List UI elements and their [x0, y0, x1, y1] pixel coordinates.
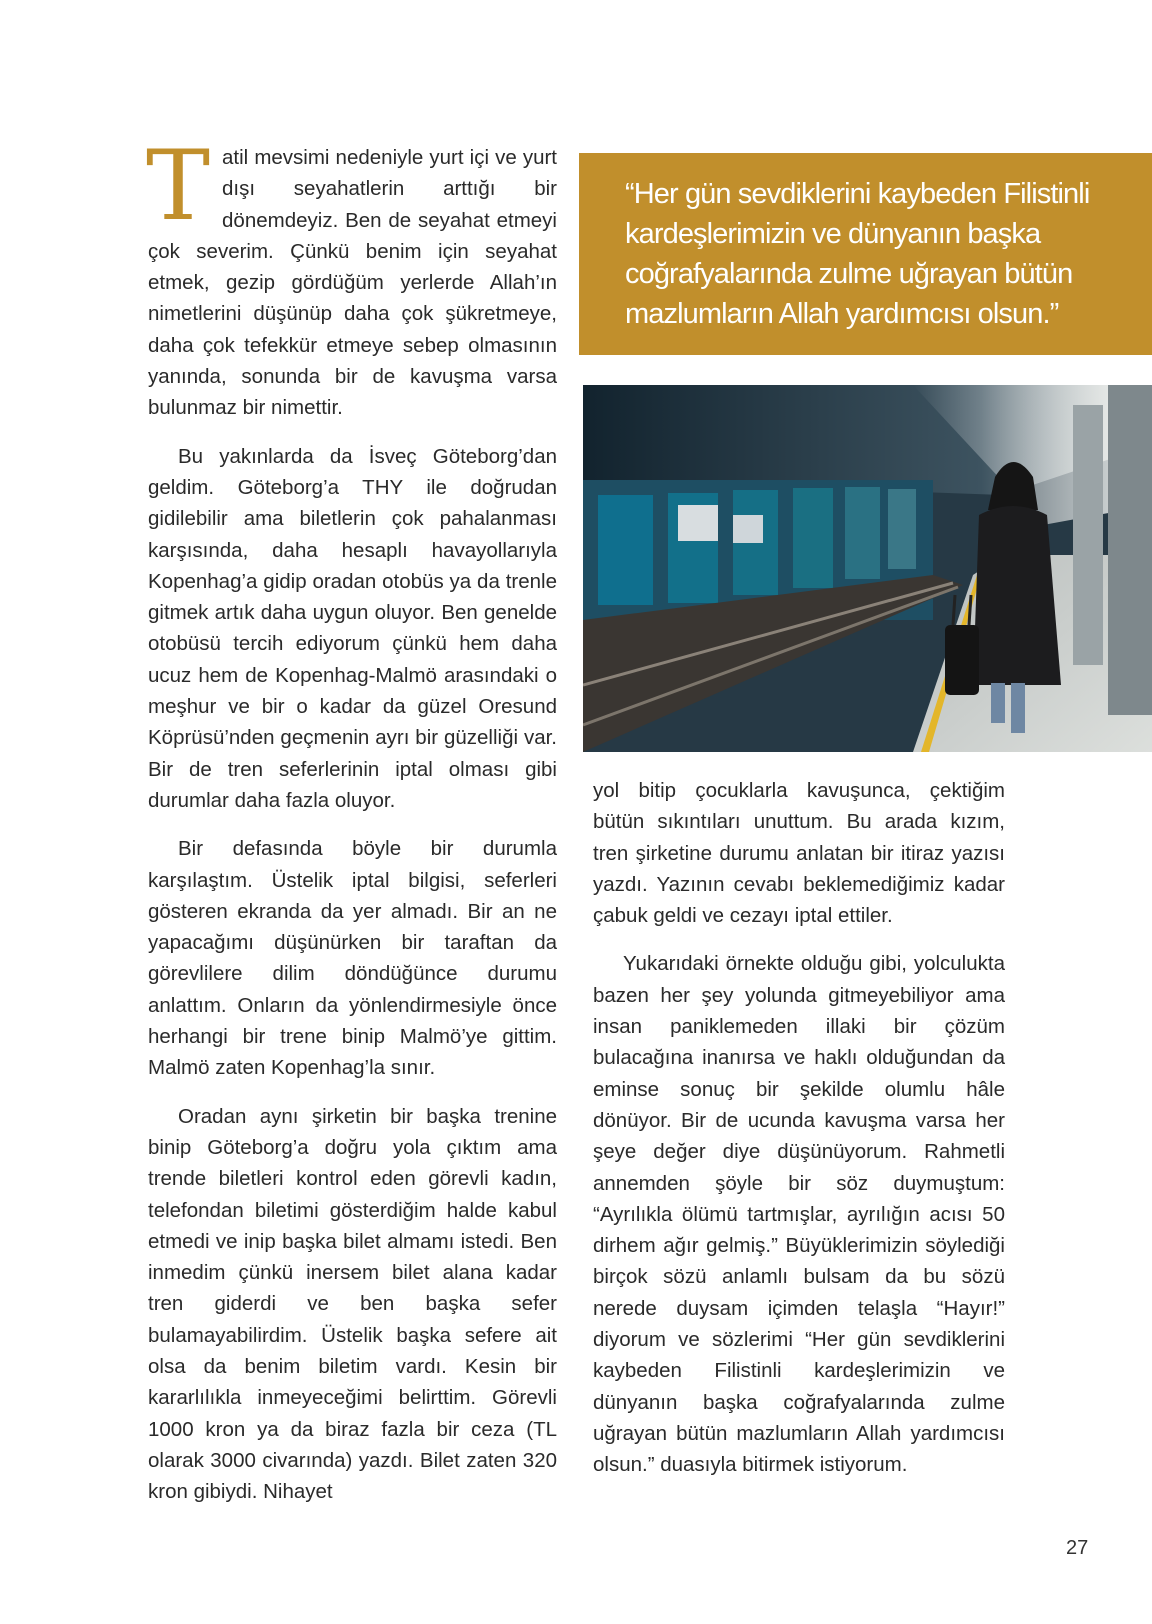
drop-cap: T: [146, 130, 211, 242]
article-paragraph: Bu yakınlarda da İsveç Göteborg’dan geldim. Göteborg’a THY ile doğrudan gidilebilir ama biletlerin çok pahalanması karşısında, daha hesaplı havayollarıyla Kopenhag’a gidip oradan otobüs ya da trenle gitmek artık daha uygun oluyor. Ben genelde otobüsü tercih ediyorum çünkü hem daha ucuz hem de Kopenhag-Malmö arasındaki o meşhur ve bir o kadar da güzel Oresund Köprüsü’nden geçmenin ayrı bir güzelliği var. Bir de tren seferlerinin iptal olması gibi durumlar daha fazla oluyor.: [148, 444, 557, 812]
article-paragraph: [146, 130, 557, 424]
article-right-column: [593, 775, 1005, 1498]
page-number: 27: [1066, 1537, 1089, 1559]
article-left-column: [146, 130, 557, 1524]
pull-quote-box: [579, 153, 1152, 355]
paragraph-text: atil mevsimi nedeniyle yurt içi ve yurt dışı seyahatlerin arttığı bir dönemdeyiz. Ben de seyahat etmeyi çok severim. Çünkü benim için seyahat etmek, gezip gördüğüm yerlerde Allah’ın nimetlerini düşünüp daha çok şükretmeye, daha çok tefekkür etmeye sebep olmasının yanında, sonunda bir de kavuşma varsa bulunmaz bir nimettir.: [148, 146, 557, 420]
article-paragraph: Bir defasında böyle bir durumla karşılaştım. Üstelik iptal bilgisi, seferleri gösteren ekranda da yer almadı. Bir an ne yapacağımı düşünürken bir taraftan da görevlilere dilim döndüğünce durumu anlattım. Onların da yönlendirmesiyle önce herhangi bir trene binip Malmö’ye gittim. Malmö zaten Kopenhag’la sınır.: [148, 837, 557, 1080]
pull-quote-text: “Her gün sevdiklerini kaybeden Filistinli kardeşlerimizin ve dünyanın başka coğrafyalarında zulme uğrayan bütün mazlumların Allah yardımcısı olsun.”: [625, 178, 1090, 330]
platform-photo: [583, 385, 1152, 752]
platform-photo-illustration: [583, 385, 1152, 752]
article-paragraph: Oradan aynı şirketin bir başka trenine binip Göteborg’a doğru yola çıktım ama trende biletleri kontrol eden görevli kadın, telefondan biletimi gösterdiğim halde kabul etmedi ve inip başka bilet almamı istedi. Ben inmedim çünkü inersem bilet alana kadar tren giderdi ve ben başka sefer bulamayabilirdim. Üstelik başka sefere ait olsa da benim biletim vardı. Kesin bir kararlılıkla inmeyeceğimi belirttim. Görevli 1000 kron ya da biraz fazla bir ceza (TL olarak 3000 civarında) yazdı. Bilet zaten 320 kron gibiydi. Nihayet: [148, 1104, 557, 1504]
article-paragraph: yol bitip çocuklarla kavuşunca, çektiğim bütün sıkıntıları unuttum. Bu arada kızım, tren şirketine durumu anlatan bir itiraz yazısı yazdı. Yazının cevabı beklemediğimiz kadar çabuk geldi ve cezayı iptal ettiler.: [593, 779, 1005, 928]
article-paragraph: Yukarıdaki örnekte olduğu gibi, yolculukta bazen her şey yolunda gitmeyebiliyor ama insan paniklemeden illaki bir çözüm bulacağına inanırsa ve haklı olduğundan da eminse sonuç bir şekilde olumlu hâle dönüyor. Bir de ucunda kavuşma varsa her şeye değer diye düşünüyorum. Rahmetli annemden şöyle bir söz duymuştum: “Ayrılıkla ölümü tartmışlar, ayrılığın acısı 50 dirhem ağır gelmiş.” Büyüklerimizin söylediği birçok sözü anlamlı bulsam da bu sözü nerede duysam içimden telaşla “Hayır!” diyorum ve sözlerimi “Her gün sevdiklerini kaybeden Filistinli kardeşlerimizin ve dünyanın başka coğrafyalarında zulme uğrayan bütün mazlumların Allah yardımcısı olsun.” duasıyla bitirmek istiyorum.: [593, 952, 1005, 1477]
